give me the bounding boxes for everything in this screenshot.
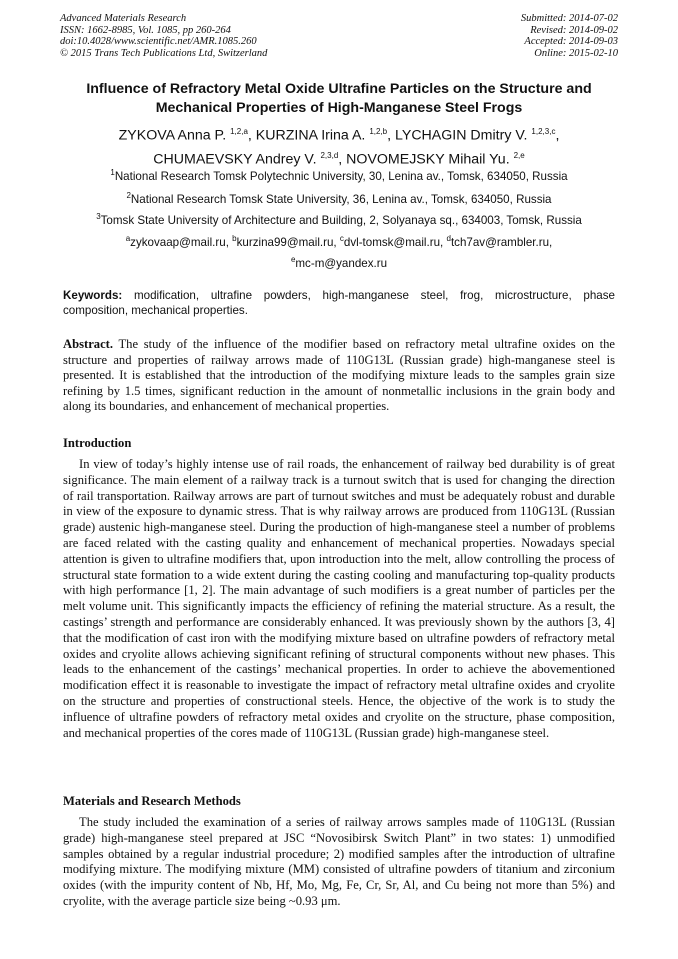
- author-separator: ,: [338, 151, 347, 168]
- affiliation-3: [40, 210, 638, 228]
- author-separator: ,: [387, 127, 396, 144]
- keywords-text: modification, ultrafine powders, high-manganese steel, frog, microstructure, phase composition, mechanical properties.: [63, 289, 615, 317]
- section-heading-introduction: Introduction: [63, 436, 132, 450]
- keywords: [63, 288, 615, 318]
- abstract-label: Abstract.: [63, 337, 114, 351]
- author-name: ZYKOVA Anna P.: [118, 127, 227, 144]
- paper-title: Influence of Refractory Metal Oxide Ultrafine Particles on the Structure and Mechanical Properties of High-Manganese Steel Frogs: [86, 81, 592, 116]
- keywords-label: Keywords:: [63, 289, 123, 302]
- affiliation-number: 2: [126, 191, 131, 200]
- abstract-text: The study of the influence of the modifier based on refractory metal ultrafine oxides on the structure and properties of railway arrows made of 110G13L (Russian grade) high-manganese steel is presented. It is established that the introduction of the modifying mixture leads to the samples grain size refining by 1.5 times, significant reduction in the amount of nonmetallic inclusions in the grain body and along its boundaries, and enhancement of mechanical properties.: [63, 337, 615, 414]
- affiliation-number: 1: [110, 168, 115, 177]
- email-mark: e: [290, 255, 296, 264]
- author-name: NOVOMEJSKY Mihail Yu.: [346, 151, 510, 168]
- abstract: [63, 337, 615, 415]
- email-address[interactable]: kurzina99@mail.ru,: [236, 235, 340, 249]
- email-address[interactable]: zykovaap@mail.ru,: [130, 235, 233, 249]
- submission-dates: [521, 13, 618, 59]
- journal-info: [60, 13, 267, 59]
- author-affiliation-mark: 2,3,d: [320, 150, 339, 160]
- doi-line: doi:10.4028/www.scientific.net/AMR.1085.260: [60, 36, 257, 48]
- affiliation-text: Tomsk State University of Architecture and Building, 2, Solyanaya sq., 634003, Tomsk, Russia: [100, 213, 582, 227]
- affiliation-2: [40, 189, 638, 207]
- email-mark: d: [446, 234, 451, 243]
- author-name: CHUMAEVSKY Andrey V.: [153, 151, 317, 168]
- affiliation-number: 3: [96, 212, 101, 221]
- email-line: [40, 232, 638, 250]
- copyright-line: © 2015 Trans Tech Publications Ltd, Switzerland: [60, 47, 268, 59]
- online-date: Online: 2015-02-10: [534, 47, 618, 59]
- email-mark: c: [339, 234, 344, 243]
- introduction-paragraph: In view of today’s highly intense use of rail roads, the enhancement of railway bed durability is of great significance. The main element of a railway track is a turnout switch that is used for changing the direction of rail transportation. Railway arrows are part of turnout switches and must be adequately robust and durable in view of the exposure to dynamic stress. That is why railway arrows are produced from 110G13L (Russian grade) austenic high-manganese steel. During the production of high-manganese steel a number of problems are faced related with the casting quality and enhancement of mechanical properties. Nowadays special attention is given to ultrafine modifiers that, upon introduction into the melt, allow controlling the process of structural state formation to a wide extent during the casting cooling and manufacturing top-quality products with high performance [1, 2]. The main advantage of such modifiers is a great number of particles per the melt volume unit. This significantly impacts the efficiency of refining the material structure. As a result, the castings’ strength and performance are considerably enhanced. It was previously shown by the authors [3, 4] that the modification of cast iron with the modifying mixture based on ultrafine powders of refractory metal oxides and cryolite allows achieving significant refining of structural components without new phases. This leads to the enhancement of the castings’ mechanical properties. In order to achieve the abovementioned modification effect it is reasonable to investigate the impact of refractory metal ultrafine oxides and cryolite on the structure and properties of constructional steels. Hence, the objective of the work is to study the influence of ultrafine powders of refractory metal oxides and cryolite on the structure, phase composition, and mechanical properties of the cores made of 110G13L (Russian grade) high-manganese steel.: [63, 457, 615, 740]
- issn-line: ISSN: 1662-8985, Vol. 1085, pp 260-264: [60, 24, 231, 36]
- section-heading-methods: Materials and Research Methods: [63, 794, 241, 808]
- email-line: [40, 253, 638, 271]
- email-address[interactable]: mc-m@yandex.ru: [295, 256, 388, 270]
- affiliation-text: National Research Tomsk Polytechnic University, 30, Lenina av., Tomsk, 634050, Russia: [114, 169, 568, 183]
- author-separator: ,: [555, 127, 560, 144]
- accepted-date: Accepted: 2014-09-03: [524, 36, 618, 48]
- email-address[interactable]: dvl-tomsk@mail.ru,: [343, 235, 447, 249]
- journal-name: Advanced Materials Research: [60, 13, 187, 24]
- email-address[interactable]: tch7av@rambler.ru,: [450, 235, 553, 249]
- email-mark: a: [125, 234, 131, 243]
- author-name: KURZINA Irina A.: [255, 127, 366, 144]
- submitted-date: Submitted: 2014-07-02: [520, 13, 618, 24]
- author-list: [40, 122, 638, 169]
- author-affiliation-mark: 2,e: [513, 150, 525, 160]
- affiliation-1: [40, 166, 638, 184]
- author-affiliation-mark: 1,2,b: [369, 127, 388, 136]
- author-separator: ,: [247, 127, 256, 144]
- author-affiliation-mark: 1,2,a: [230, 127, 248, 136]
- author-affiliation-mark: 1,2,3,c: [531, 127, 556, 136]
- author-name: LYCHAGIN Dmitry V.: [395, 127, 528, 144]
- email-mark: b: [232, 234, 237, 243]
- revised-date: Revised: 2014-09-02: [530, 24, 618, 36]
- affiliation-text: National Research Tomsk State University, 36, Lenina av., Tomsk, 634050, Russia: [130, 192, 552, 206]
- methods-paragraph: The study included the examination of a series of railway arrows samples made of 110G13L (Russian grade) high-manganese steel prepared at JSC “Novosibirsk Switch Plant” in two states: 1) unmodified samples obtained by a regular industrial procedure; 2) modified samples after the introduction of ultrafine modifying mixture. The modifying mixture (MM) consisted of ultrafine powders of titanium and zirconium oxides (with the impurity content of Nb, Hf, Mo, Mg, Fe, Cr, Sr, Al, and Cu being not more than 5%) and cryolite, with the average particle size being ~0.93 μm.: [63, 815, 615, 908]
